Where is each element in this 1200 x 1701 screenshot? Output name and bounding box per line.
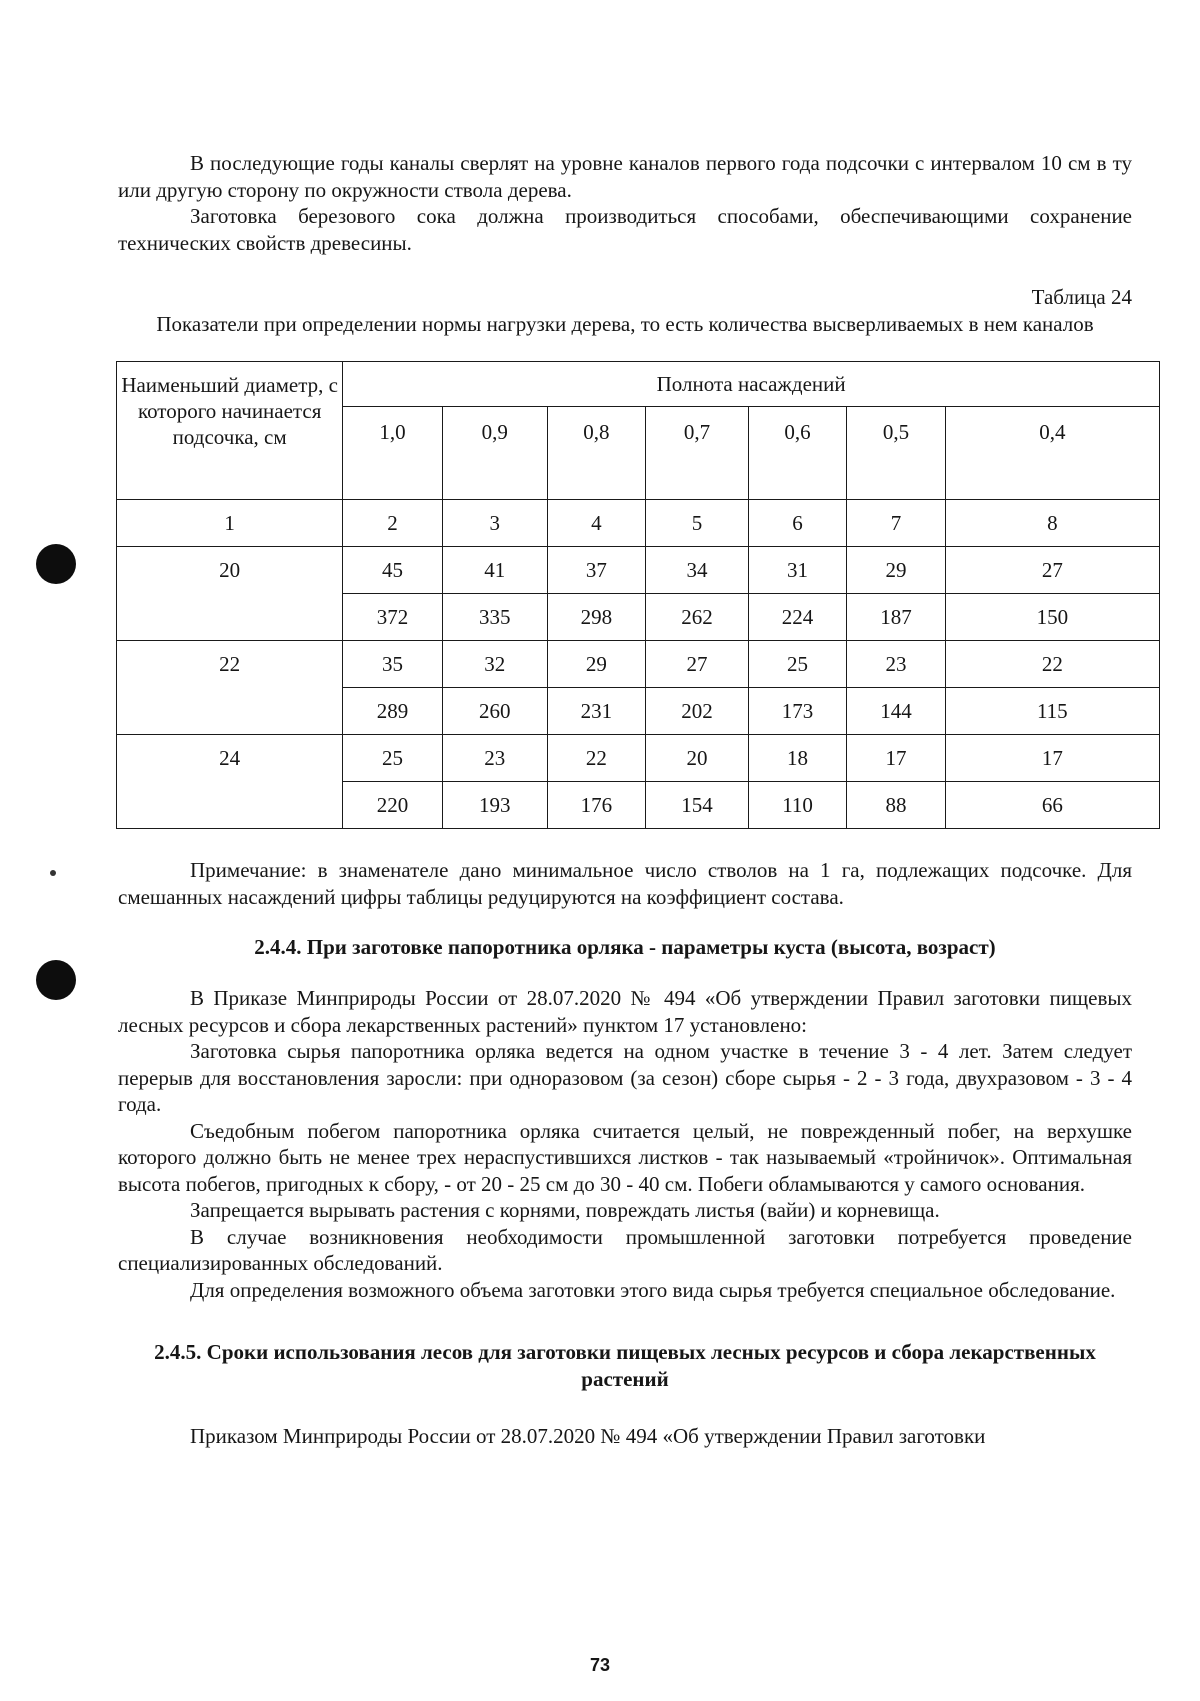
trunks-cell: 66	[945, 782, 1159, 829]
paragraph-harvest-period: Заготовка сырья папоротника орляка ведется на одном участке в течение 3 - 4 лет. Затем следует перерыв для восстановления заросли: при одноразовом (за сезон) сборе сырья - 2 - 3 года, двухразовом - 3 - 4 года.	[118, 1039, 1132, 1116]
channels-cell: 29	[547, 641, 645, 688]
channels-cell: 18	[748, 735, 846, 782]
trunks-cell: 262	[646, 594, 749, 641]
channels-cell: 32	[442, 641, 547, 688]
channels-cell: 23	[847, 641, 945, 688]
column-number: 1	[117, 500, 343, 547]
channels-cell: 27	[945, 547, 1159, 594]
trunks-cell: 150	[945, 594, 1159, 641]
trunks-cell: 187	[847, 594, 945, 641]
trunks-cell: 298	[547, 594, 645, 641]
trunks-cell: 372	[343, 594, 442, 641]
paragraph-edible-shoot: Съедобным побегом папоротника орляка считается целый, не поврежденный побег, на верхушке которого должно быть не менее трех нераспустившихся листков - так называемый «тройничок». Оптимальная высота побегов, пригодных к сбору, - от 20 - 25 см до 30 - 40 см. Побеги обламываются у самого основания.	[118, 1118, 1132, 1196]
column-header: 1,0	[343, 407, 442, 500]
column-header: 0,4	[945, 407, 1159, 500]
channels-cell: 31	[748, 547, 846, 594]
channels-cell: 17	[945, 735, 1159, 782]
channels-cell: 35	[343, 641, 442, 688]
trunks-cell: 231	[547, 688, 645, 735]
column-number: 7	[847, 500, 945, 547]
column-header: 0,8	[547, 407, 645, 500]
trunks-cell: 144	[847, 688, 945, 735]
page-number: 73	[589, 1655, 611, 1675]
paragraph-birch-sap: Заготовка березового сока должна производиться способами, обеспечивающими сохранение технических свойств древесины.	[118, 204, 1132, 255]
trunks-cell: 224	[748, 594, 846, 641]
table-row	[117, 641, 1160, 688]
trunks-cell: 110	[748, 782, 846, 829]
column-number: 4	[547, 500, 645, 547]
numbering-row	[117, 500, 1160, 547]
channels-cell: 22	[547, 735, 645, 782]
channels-cell: 41	[442, 547, 547, 594]
diameter-cell: 20	[117, 547, 343, 641]
channels-cell: 25	[343, 735, 442, 782]
trunks-cell: 335	[442, 594, 547, 641]
trunks-cell: 154	[646, 782, 749, 829]
trunks-cell: 193	[442, 782, 547, 829]
table-label: Таблица 24	[1031, 285, 1132, 309]
paragraph-volume-survey: Для определения возможного объема заготовки этого вида сырья требуется специальное обследование.	[190, 1277, 1116, 1302]
column-header: 0,5	[847, 407, 945, 500]
column-header: 0,6	[748, 407, 846, 500]
column-number: 8	[945, 500, 1159, 547]
column-number: 2	[343, 500, 442, 547]
channels-cell: 23	[442, 735, 547, 782]
trunks-cell: 173	[748, 688, 846, 735]
table-row	[117, 547, 1160, 594]
channels-cell: 20	[646, 735, 749, 782]
group-header-cell: Полнота насаждений	[343, 362, 1160, 407]
column-number: 3	[442, 500, 547, 547]
channels-cell: 25	[748, 641, 846, 688]
paragraph-order-494-terms: Приказом Минприроды России от 28.07.2020 № 494 «Об утверждении Правил заготовки	[190, 1424, 986, 1448]
column-number: 6	[748, 500, 846, 547]
trunks-cell: 88	[847, 782, 945, 829]
trunks-cell: 176	[547, 782, 645, 829]
channels-cell: 22	[945, 641, 1159, 688]
trunks-cell: 202	[646, 688, 749, 735]
channels-cell: 29	[847, 547, 945, 594]
trunks-cell: 260	[442, 688, 547, 735]
scan-speck	[50, 870, 56, 876]
punch-hole-lower	[36, 960, 76, 1000]
table-note: Примечание: в знаменателе дано минимальное число стволов на 1 га, подлежащих подсочке. Для смешанных насаждений цифры таблицы редуцируются на коэффициент состава.	[118, 858, 1132, 909]
channels-cell: 17	[847, 735, 945, 782]
channels-cell: 27	[646, 641, 749, 688]
trunks-cell: 115	[945, 688, 1159, 735]
column-header: 0,7	[646, 407, 749, 500]
column-header: 0,9	[442, 407, 547, 500]
section-heading-2-4-4: 2.4.4. При заготовке папоротника орляка - параметры куста (высота, возраст)	[254, 935, 996, 959]
channels-cell: 45	[343, 547, 442, 594]
diameter-cell: 22	[117, 641, 343, 735]
load-norms-table	[116, 361, 1160, 829]
paragraph-channels-interval: В последующие годы каналы сверлят на уровне каналов первого года подсочки с интервалом 10 см в ту или другую сторону по окружности ствола дерева.	[118, 151, 1132, 202]
diameter-cell: 24	[117, 735, 343, 829]
channels-cell: 37	[547, 547, 645, 594]
trunks-cell: 289	[343, 688, 442, 735]
trunks-cell: 220	[343, 782, 442, 829]
paragraph-prohibition: Запрещается вырывать растения с корнями, повреждать листья (вайи) и корневища.	[190, 1198, 940, 1222]
channels-cell: 34	[646, 547, 749, 594]
section-heading-2-4-5: 2.4.5. Сроки использования лесов для заготовки пищевых лесных ресурсов и сбора лекарственных растений	[154, 1340, 1096, 1391]
page-content	[118, 150, 1132, 1450]
table-caption: Показатели при определении нормы нагрузки дерева, то есть количества высверливаемых в нем каналов	[156, 311, 1094, 336]
paragraph-order-494: В Приказе Минприроды России от 28.07.2020 № 494 «Об утверждении Правил заготовки пищевых лесных ресурсов и сбора лекарственных растений» пунктом 17 установлено:	[118, 986, 1132, 1037]
row-header-cell: Наименьший диаметр, с которого начинается подсочка, см	[117, 362, 343, 500]
paragraph-industrial-harvest: В случае возникновения необходимости промышленной заготовки потребуется проведение специализированных обследований.	[118, 1224, 1132, 1275]
column-number: 5	[646, 500, 749, 547]
table-row	[117, 735, 1160, 782]
punch-hole-upper	[36, 544, 76, 584]
